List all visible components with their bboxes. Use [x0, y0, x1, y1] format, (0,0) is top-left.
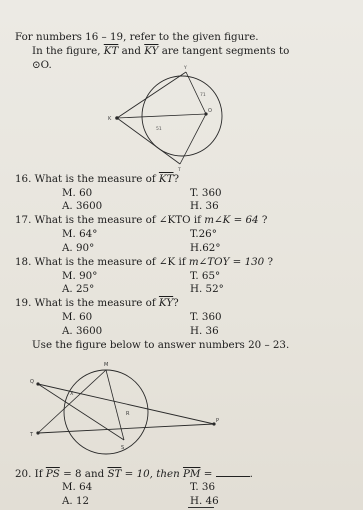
- choice-18-h: H. 52°: [190, 283, 224, 295]
- label-r: R: [126, 411, 130, 417]
- choice-18-t: T. 65°: [190, 270, 221, 282]
- segment-st: $\overline{ST}$: [107, 468, 122, 480]
- question-text: What is the measure of: [34, 214, 159, 226]
- question-text: ?: [173, 173, 180, 185]
- segment-kt: $\overline{KT}$: [158, 173, 174, 185]
- label-angle-51: 51: [156, 127, 162, 132]
- choice-19-m: M. 60: [62, 311, 93, 323]
- choice-17-h: H.62°: [190, 242, 221, 254]
- question-text: if: [190, 214, 205, 226]
- intro-text: In the figure,: [32, 45, 104, 57]
- choice-20-t: T. 36: [190, 481, 216, 493]
- question-text: What is the measure of: [34, 256, 159, 268]
- choice-20-a: A. 12: [62, 495, 90, 507]
- label-k: K: [108, 116, 112, 122]
- label-angle-71: 71: [200, 93, 206, 98]
- condition: m∠TOY = 130: [188, 256, 265, 268]
- question-number: 17.: [15, 214, 32, 226]
- choice-17-m: M. 64°: [62, 228, 98, 240]
- question-number: 19.: [15, 297, 32, 309]
- question-text: What is the measure of: [34, 297, 159, 309]
- segment-pm: $\overline{PM}$: [182, 468, 201, 480]
- underline-mark: [188, 507, 214, 508]
- section-2-instruction: Use the figure below to answer numbers 20 – 23.: [32, 339, 290, 351]
- question-text: = 10, then: [121, 468, 183, 480]
- label-t: T: [178, 168, 181, 173]
- label-t: T: [30, 432, 34, 438]
- question-number: 18.: [15, 256, 32, 268]
- choice-16-m: M. 60: [62, 187, 93, 199]
- secant-figure: [24, 352, 224, 460]
- chord-mt: [38, 370, 106, 433]
- question-text: ?: [173, 297, 179, 309]
- condition: m∠K = 64: [204, 214, 259, 226]
- choice-17-a: A. 90°: [62, 242, 95, 254]
- angle-kto: ∠KTO: [158, 214, 191, 226]
- choice-16-t: T. 360: [190, 187, 222, 199]
- label-q: Q: [30, 379, 34, 385]
- choice-16-h: H. 36: [190, 200, 219, 212]
- segment-ko: [117, 114, 206, 118]
- label-x: X: [70, 391, 74, 397]
- question-text: .: [249, 468, 253, 480]
- tangent-tp: [38, 424, 214, 433]
- choice-19-t: T. 360: [190, 311, 222, 323]
- answer-blank: [216, 467, 250, 477]
- question-16: [15, 173, 179, 185]
- choice-19-a: A. 3600: [62, 325, 103, 337]
- segment-kt: $\overline{KT}$: [103, 45, 119, 57]
- segment-ps: $\overline{PS}$: [45, 468, 60, 480]
- label-y: Y: [184, 66, 187, 71]
- angle-k: ∠K: [158, 256, 176, 268]
- label-o: O: [208, 108, 212, 114]
- question-20: [15, 467, 253, 480]
- circle: [64, 370, 148, 454]
- intro-text: are tangent segments to: [158, 45, 290, 57]
- chord-qs: [38, 384, 124, 440]
- label-s: S: [121, 445, 125, 451]
- question-text: ?: [258, 214, 268, 226]
- tangent-ky: [117, 72, 186, 118]
- question-number: 16.: [15, 173, 32, 185]
- tangent-kt: [117, 118, 180, 164]
- question-text: = 8 and: [59, 468, 108, 480]
- question-text: =: [200, 468, 216, 480]
- point-q: [36, 382, 39, 385]
- label-p: P: [216, 418, 220, 424]
- tangent-figure: [100, 66, 240, 171]
- choice-16-a: A. 3600: [62, 200, 103, 212]
- question-text: ?: [264, 256, 274, 268]
- segment-ky: $\overline{KY}$: [144, 45, 159, 57]
- choice-20-m: M. 64: [62, 481, 93, 493]
- intro-text: and: [118, 45, 145, 57]
- label-m: M: [104, 362, 109, 368]
- question-19: [15, 297, 179, 309]
- intro-line-1: For numbers 16 – 19, refer to the given figure.: [15, 31, 259, 43]
- question-18: [15, 256, 273, 268]
- question-text: if: [175, 256, 189, 268]
- choice-19-h: H. 36: [190, 325, 219, 337]
- intro-line-2: [32, 45, 289, 57]
- point-t: [36, 431, 39, 434]
- question-text: If: [34, 468, 46, 480]
- intro-line-3: ⊙O.: [32, 59, 52, 71]
- question-number: 20.: [15, 468, 32, 480]
- choice-18-m: M. 90°: [62, 270, 98, 282]
- point-k: [115, 116, 119, 120]
- question-text: What is the measure of: [34, 173, 159, 185]
- choice-20-h: H. 46: [190, 495, 219, 507]
- segment-ky: $\overline{KY}$: [158, 297, 174, 309]
- choice-17-t: T.26°: [190, 228, 217, 240]
- choice-18-a: A. 25°: [62, 283, 95, 295]
- radius-ot: [180, 114, 206, 164]
- question-17: [15, 214, 267, 226]
